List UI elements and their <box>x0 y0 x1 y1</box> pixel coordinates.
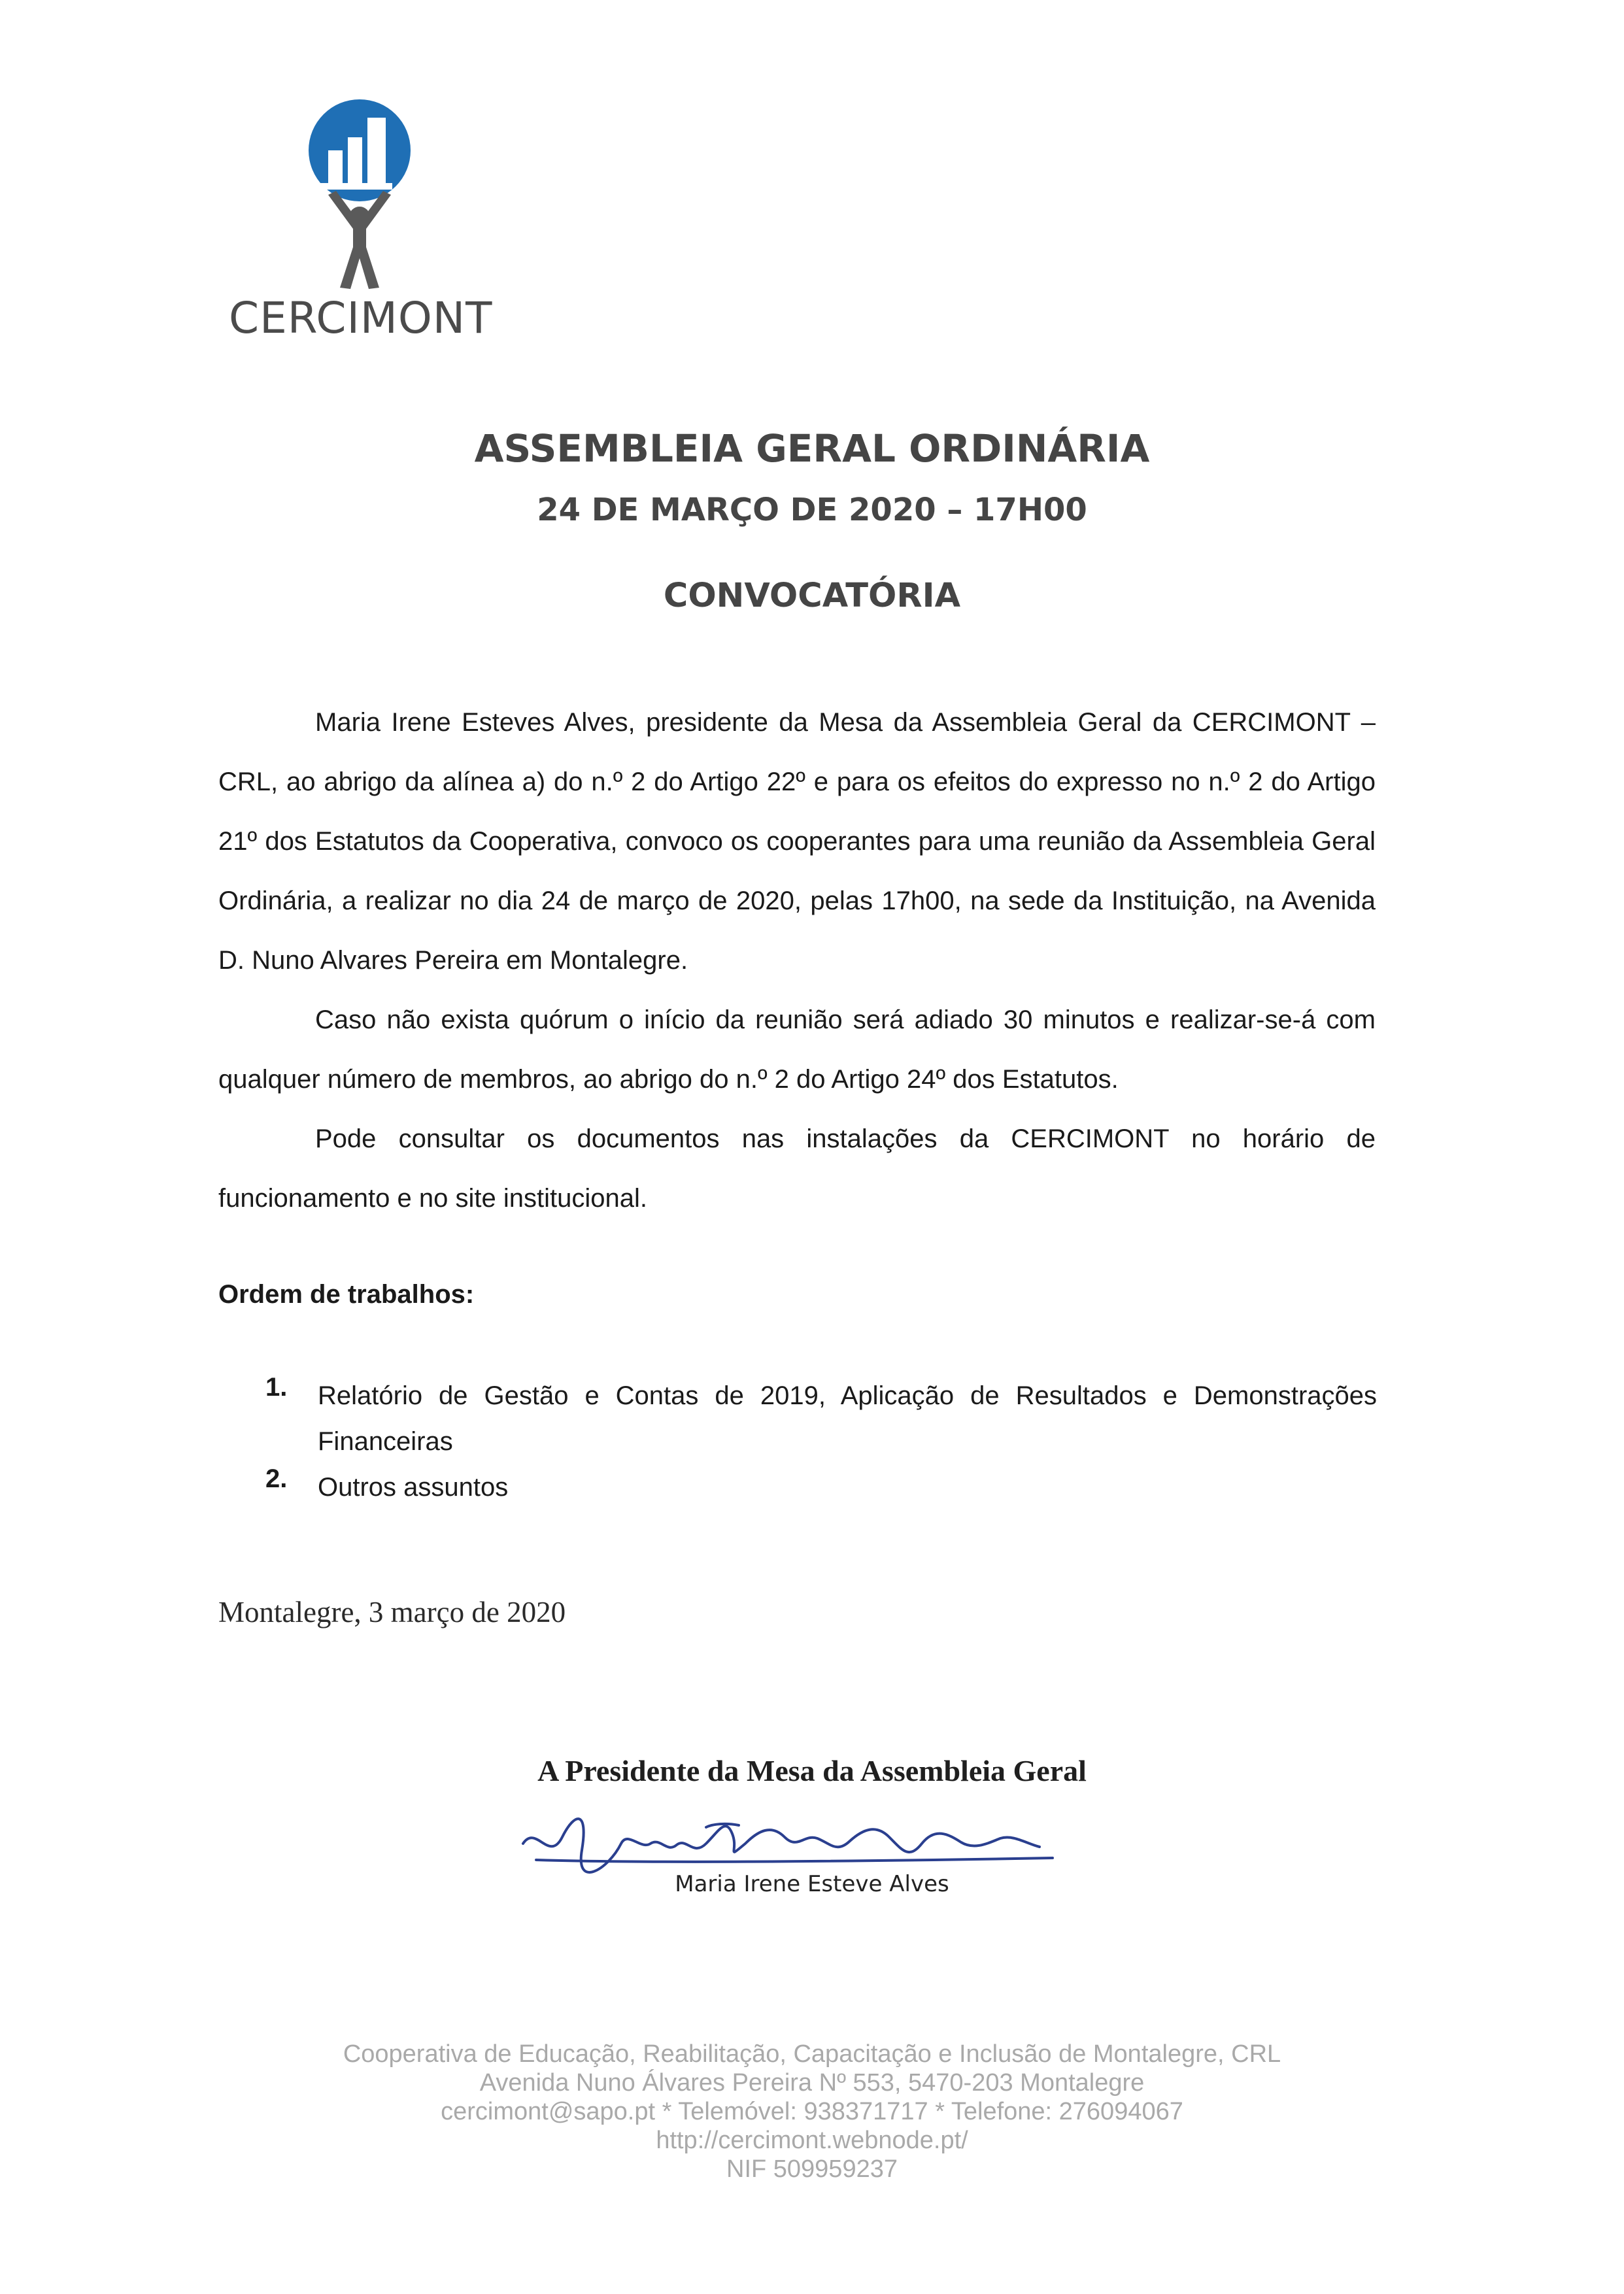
paragraph-text: Pode consultar os documentos nas instalações da CERCIMONT no horário de funcionamento e no site institucional. <box>218 1124 1376 1213</box>
footer-organization: Cooperativa de Educação, Reabilitação, Capacitação e Inclusão de Montalegre, CRL <box>343 2040 1281 2068</box>
convocation-title: CONVOCATÓRIA <box>663 577 961 615</box>
agenda-item-number: 2. <box>265 1464 288 1493</box>
footer-address: Avenida Nuno Álvares Pereira Nº 553, 5470-203 Montalegre <box>479 2069 1145 2097</box>
agenda-heading: Ordem de trabalhos: <box>218 1280 475 1309</box>
footer-website: http://cercimont.webnode.pt/ <box>656 2127 968 2154</box>
paragraph-documents <box>218 1109 1376 1228</box>
footer <box>0 2040 1624 2184</box>
assembly-title: ASSEMBLEIA GERAL ORDINÁRIA <box>474 426 1150 471</box>
paragraph-convocation <box>218 693 1376 990</box>
agenda-item-number: 1. <box>265 1373 288 1402</box>
paragraph-text: Maria Irene Esteves Alves, presidente da Mesa da Assembleia Geral da CERCIMONT – CRL, ao abrigo da alínea a) do n.º 2 do Artigo 22º e para os efeitos do expresso no n.º 2 do Artigo 21º dos Estatutos da Cooperativa, convoco os cooperantes para uma reunião da Assembleia Geral Ordinária, a realizar no dia 24 de março de 2020, pelas 17h00, na sede da Instituição, na Avenida D. Nuno Alvares Pereira em Montalegre. <box>218 708 1376 975</box>
agenda-item <box>265 1464 1377 1510</box>
agenda-item <box>265 1373 1377 1464</box>
assembly-date-title: 24 DE MARÇO DE 2020 – 17H00 <box>537 492 1087 528</box>
signature-title: A Presidente da Mesa da Assembleia Geral <box>537 1754 1087 1787</box>
place-date: Montalegre, 3 março de 2020 <box>218 1596 566 1628</box>
paragraph-text: Caso não exista quórum o início da reunião será adiado 30 minutos e realizar-se-á com qualquer número de membros, ao abrigo do n.º 2 do Artigo 24º dos Estatutos. <box>218 1005 1376 1094</box>
signer-name: Maria Irene Esteve Alves <box>675 1871 949 1897</box>
logo-wordmark: CERCIMONT <box>229 293 493 343</box>
footer-nif: NIF 509959237 <box>726 2155 898 2183</box>
paragraph-quorum <box>218 990 1376 1109</box>
agenda-item-text: Outros assuntos <box>318 1473 509 1502</box>
footer-contacts: cercimont@sapo.pt * Telemóvel: 938371717 * Telefone: 276094067 <box>441 2098 1183 2125</box>
agenda-list <box>265 1373 1377 1510</box>
agenda-item-text: Relatório de Gestão e Contas de 2019, Aplicação de Resultados e Demonstrações Financeiras <box>318 1381 1377 1456</box>
logo-figure-icon <box>288 98 431 294</box>
cercimont-logo <box>229 98 493 360</box>
